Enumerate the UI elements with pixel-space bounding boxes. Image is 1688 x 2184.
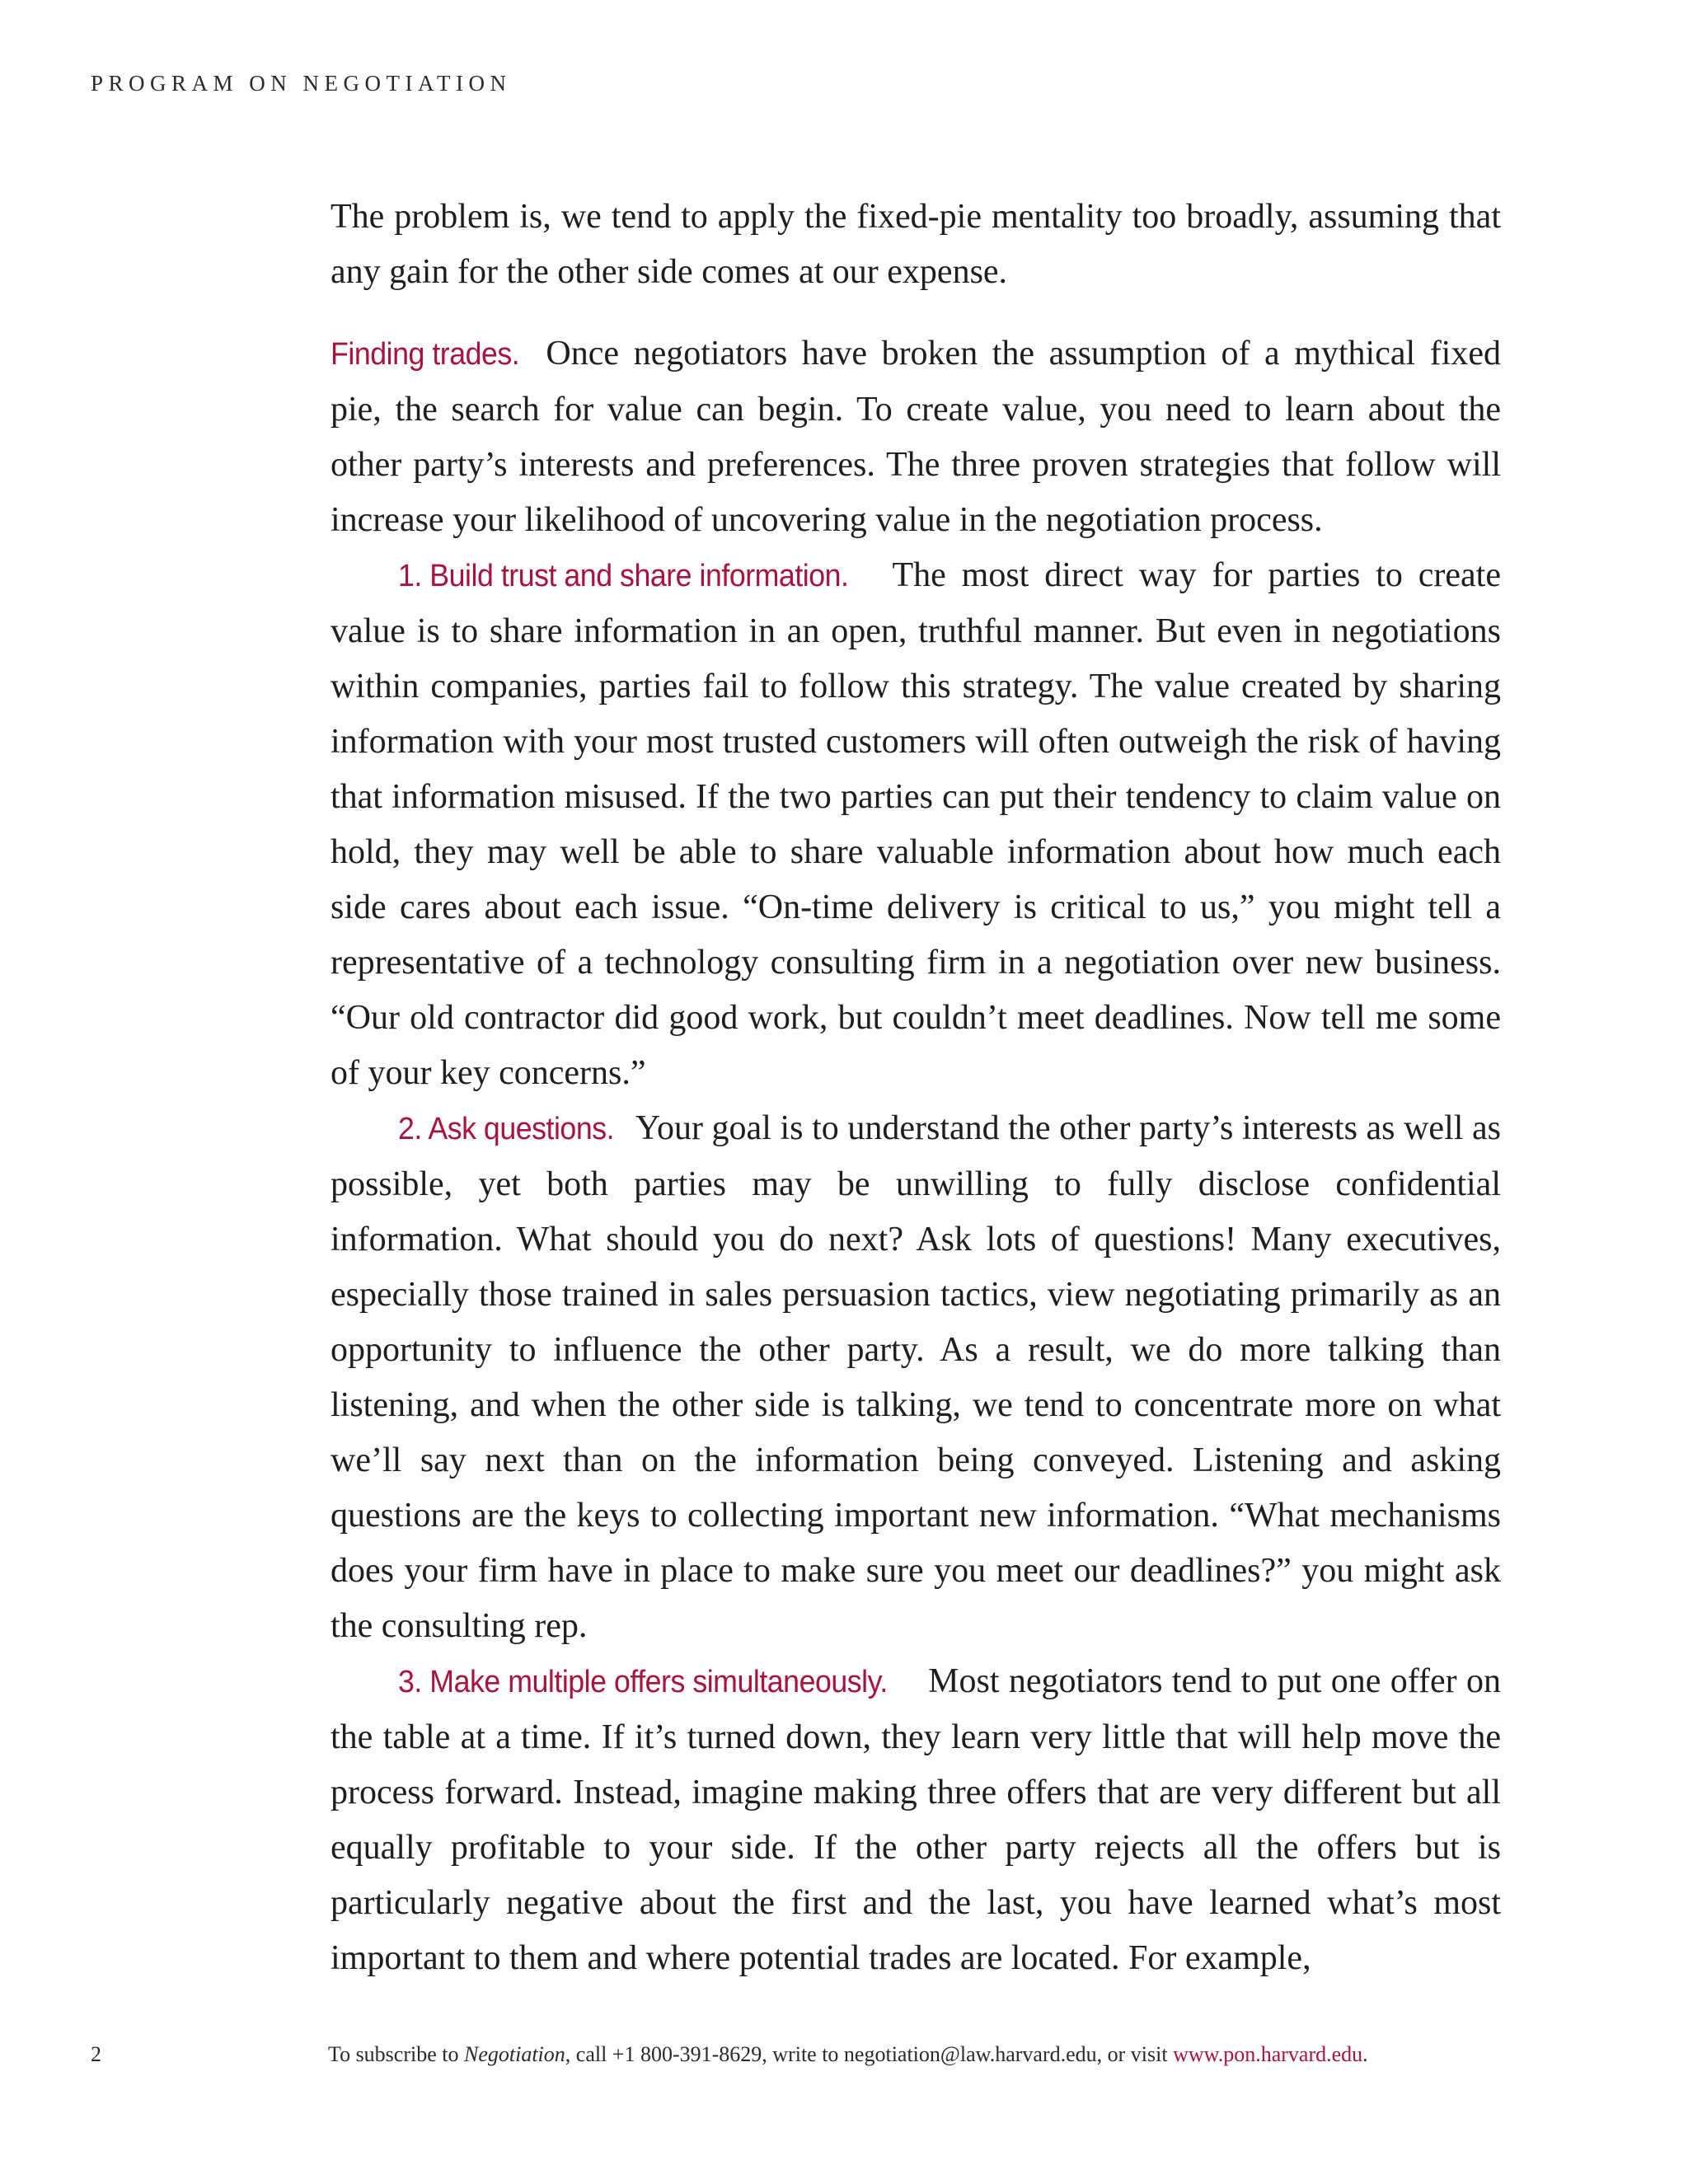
- strategy-3-text: Most negotiators tend to put one offer on the table at a time. If it’s turned down, they learn very little that will help move the process forward. Instead, imagine making three offers that are very different but all equally profitable to your side. If the other party rejects all the offers but is particularly negative about the first and the last, you have learned what’s most important to them and where potential trades are located. For example,: [331, 1662, 1501, 1977]
- strategy-2-heading: 2. Ask questions.: [398, 1112, 615, 1146]
- subscribe-contact: , call +1 800-391-8629, write to negotiation@law.harvard.edu, or visit: [565, 2042, 1174, 2066]
- subscribe-line: [328, 2042, 1368, 2067]
- subscribe-prefix: To subscribe to: [328, 2042, 464, 2066]
- strategy-1-text: The most direct way for parties to create value is to share information in an open, truthful manner. But even in negotiations within companies, parties fail to follow this strategy. The value created by sharing information with your most trusted customers will often outweigh the risk of having that information misused. If the two parties can put their tendency to claim value on hold, they may well be able to share valuable information about how much each side cares about each issue. “On-time delivery is critical to us,” you might tell a representative of a technology consulting firm in a negotiation over new business. “Our old contractor did good work, but couldn’t meet deadlines. Now tell me some of your key concerns.”: [331, 556, 1501, 1092]
- running-header: PROGRAM ON NEGOTIATION: [91, 71, 512, 96]
- finding-trades-paragraph: [331, 326, 1501, 548]
- strategy-2-paragraph: [331, 1101, 1501, 1654]
- article-body: [331, 190, 1501, 1986]
- strategy-1-heading: 1. Build trust and share information.: [398, 559, 849, 593]
- strategy-1-paragraph: [331, 548, 1501, 1101]
- finding-trades-heading: Finding trades.: [331, 337, 520, 372]
- page-number: 2: [91, 2042, 101, 2066]
- strategy-3-heading: 3. Make multiple offers simultaneously.: [398, 1665, 888, 1699]
- intro-paragraph: The problem is, we tend to apply the fixed-pie mentality too broadly, assuming that any gain for the other side comes at our expense.: [331, 198, 1501, 291]
- strategy-2-text: Your goal is to understand the other party’s interests as well as possible, yet both parties may be unwilling to fully disclose confidential information. What should you do next? Ask lots of questions! Many executives, especially those trained in sales persuasion tactics, view negotiating primarily as an opportunity to influence the other party. As a result, we do more talking than listening, and when the other side is talking, we tend to concentrate more on what we’ll say next than on the information being conveyed. Listening and asking questions are the keys to collecting important new information. “What mechanisms does your firm have in place to make sure you meet our deadlines?” you might ask the consulting rep.: [331, 1109, 1501, 1645]
- strategy-3-paragraph: [331, 1654, 1501, 1986]
- website-link[interactable]: www.pon.harvard.edu: [1173, 2042, 1363, 2066]
- subscribe-suffix: .: [1362, 2042, 1368, 2066]
- publication-name: Negotiation: [464, 2042, 565, 2066]
- finding-trades-text: Once negotiators have broken the assumption of a mythical fixed pie, the search for value can begin. To create value, you need to learn about the other party’s interests and preferences. The three proven strategies that follow will increase your likelihood of uncovering value in the negotiation process.: [331, 335, 1501, 539]
